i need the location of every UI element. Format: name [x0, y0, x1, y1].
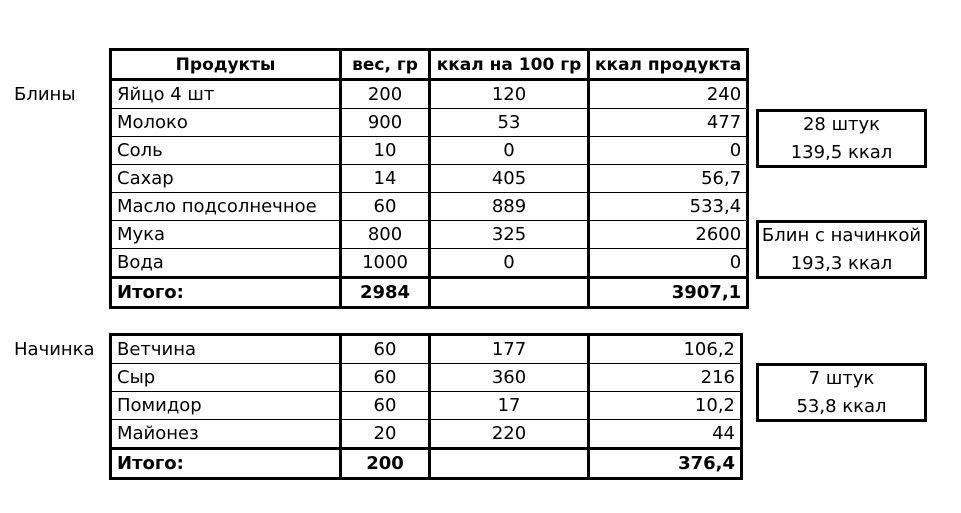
cell-product: Сыр: [112, 364, 341, 392]
table-row: [112, 109, 747, 137]
cell-weight: 20: [341, 420, 430, 449]
cell-weight: 800: [341, 221, 430, 249]
cell-kcal100: 220: [430, 420, 589, 449]
cell-weight: 10: [341, 137, 430, 165]
cell-product: Мука: [112, 221, 341, 249]
cell-kcal100: 120: [430, 80, 589, 109]
total-row: [112, 449, 741, 478]
blini-table: [111, 50, 747, 307]
cell-product: Майонез: [112, 420, 341, 449]
cell-kcal: 216: [589, 364, 741, 392]
total-empty: [430, 449, 589, 478]
cell-kcal: 240: [589, 80, 747, 109]
box-line-count: 28 штук: [802, 113, 881, 135]
cell-kcal: 0: [589, 137, 747, 165]
cell-weight: 900: [341, 109, 430, 137]
cell-weight: 60: [341, 193, 430, 221]
cell-kcal100: 177: [430, 336, 589, 364]
cell-product: Сахар: [112, 165, 341, 193]
header-products: Продукты: [112, 51, 341, 80]
cell-kcal: 106,2: [589, 336, 741, 364]
cell-product: Соль: [112, 137, 341, 165]
header-kcal-product: ккал продукта: [589, 51, 747, 80]
cell-kcal: 56,7: [589, 165, 747, 193]
cell-kcal100: 325: [430, 221, 589, 249]
cell-kcal100: 0: [430, 137, 589, 165]
cell-kcal100: 17: [430, 392, 589, 420]
cell-kcal100: 360: [430, 364, 589, 392]
table-row: [112, 80, 747, 109]
cell-weight: 60: [341, 392, 430, 420]
cell-product: Помидор: [112, 392, 341, 420]
section-label-filling: Начинка: [14, 339, 95, 360]
total-kcal: 376,4: [589, 449, 741, 478]
cell-weight: 60: [341, 364, 430, 392]
total-row: [112, 278, 747, 307]
cell-kcal100: 405: [430, 165, 589, 193]
table-row: [112, 165, 747, 193]
total-weight: 2984: [341, 278, 430, 307]
table-row: [112, 392, 741, 420]
cell-product: Яйцо 4 шт: [112, 80, 341, 109]
total-empty: [430, 278, 589, 307]
filling-count-box: [756, 363, 927, 422]
section-label-blini: Блины: [14, 84, 76, 105]
cell-product: Масло подсолнечное: [112, 193, 341, 221]
table-header-row: [112, 51, 747, 80]
header-kcal-per-100: ккал на 100 гр: [430, 51, 589, 80]
table-row: [112, 249, 747, 278]
box-line-count: 7 штук: [808, 367, 875, 389]
cell-kcal: 477: [589, 109, 747, 137]
table-row: [112, 193, 747, 221]
box-line-kcal: 53,8 ккал: [796, 395, 887, 417]
cell-kcal100: 0: [430, 249, 589, 278]
filled-blin-box: [756, 220, 927, 279]
total-kcal: 3907,1: [589, 278, 747, 307]
cell-kcal100: 889: [430, 193, 589, 221]
cell-weight: 14: [341, 165, 430, 193]
total-label: Итого:: [112, 278, 341, 307]
cell-kcal: 44: [589, 420, 741, 449]
table-row: [112, 364, 741, 392]
box-line-kcal: 139,5 ккал: [790, 141, 893, 163]
cell-product: Ветчина: [112, 336, 341, 364]
table-row: [112, 336, 741, 364]
cell-weight: 200: [341, 80, 430, 109]
filling-table: [111, 335, 741, 478]
table-row: [112, 221, 747, 249]
table-row: [112, 137, 747, 165]
header-weight: вес, гр: [341, 51, 430, 80]
cell-weight: 60: [341, 336, 430, 364]
cell-kcal: 533,4: [589, 193, 747, 221]
cell-kcal: 0: [589, 249, 747, 278]
cell-kcal100: 53: [430, 109, 589, 137]
table-row: [112, 420, 741, 449]
total-label: Итого:: [112, 449, 341, 478]
box-line-title: Блин с начинкой: [761, 224, 922, 246]
cell-product: Вода: [112, 249, 341, 278]
cell-kcal: 2600: [589, 221, 747, 249]
total-weight: 200: [341, 449, 430, 478]
cell-product: Молоко: [112, 109, 341, 137]
cell-weight: 1000: [341, 249, 430, 278]
cell-kcal: 10,2: [589, 392, 741, 420]
blini-count-box: [756, 109, 927, 168]
box-line-kcal: 193,3 ккал: [790, 252, 893, 274]
